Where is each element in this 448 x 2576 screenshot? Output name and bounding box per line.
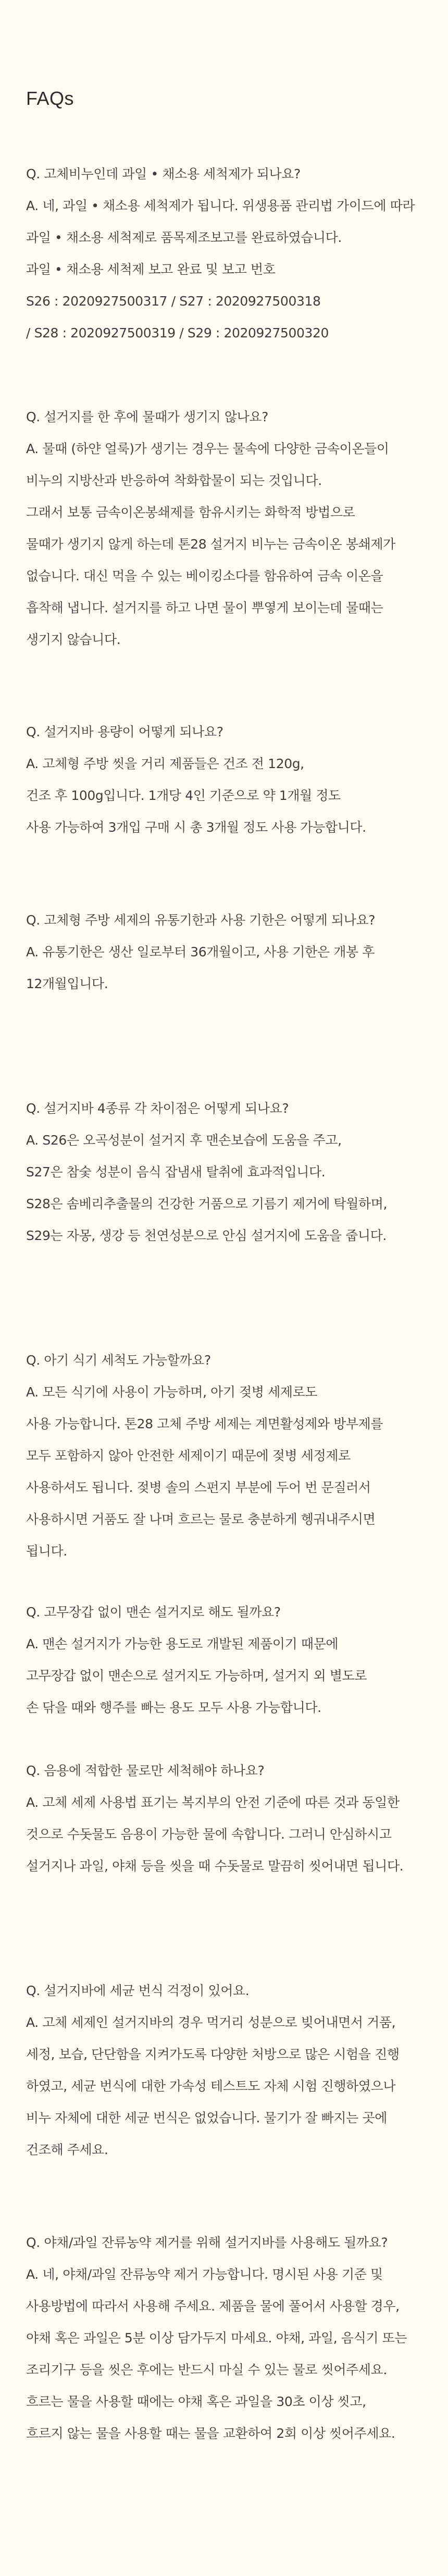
faq-answer-line: 설거지나 과일, 야채 등을 씻을 때 수돗물로 말끔히 씻어내면 됩니다. [26,1858,404,1874]
faq-answer-line: 사용 가능합니다. 톤28 고체 주방 세제는 계면활성제와 방부제를 [26,1416,383,1431]
faq-answer-line: A. 고체 세제인 설거지바의 경우 먹거리 성분으로 빚어내면서 거품, [26,2015,396,2030]
faq-item [26,716,427,843]
faq-answer-line: S29는 자몽, 생강 등 천연성분으로 안심 설거지에 도움을 줍니다. [26,1228,387,1243]
faq-answer-line: 건조해 주세요. [26,2142,108,2157]
faq-answer-line: 것으로 수돗물도 음용이 가능한 물에 속합니다. 그러니 안심하시고 [26,1827,392,1842]
faq-answer-line: 흡착해 냅니다. 설거지를 하고 나면 물이 뿌옇게 보이는데 물때는 [26,600,383,615]
faq-answer-line: 물때가 생기지 않게 하는데 톤28 설거지 비누는 금속이온 봉쇄제가 [26,537,395,552]
faq-item [26,158,427,349]
faq-answer-line: 조리기구 등을 씻은 후에는 반드시 마실 수 있는 물로 씻어주세요. [26,2362,387,2377]
faq-item [26,401,427,655]
faq-answer-line: A. 모든 식기에 사용이 가능하며, 아기 젖병 세제로도 [26,1384,318,1400]
faq-answer-line: A. 물때 (하얀 얼룩)가 생기는 경우는 물속에 다양한 금속이온들이 [26,441,389,456]
faq-answer-line: 건조 후 100g입니다. 1개당 4인 기준으로 약 1개월 정도 [26,788,341,803]
faq-answer-line: 비누의 지방산과 반응하여 착화합물이 되는 것입니다. [26,473,322,488]
faq-question: Q. 아기 식기 세척도 가능할까요? [26,1353,211,1368]
faq-item [26,1755,427,1882]
page-title: FAQs [26,88,74,109]
faq-answer-line: A. 고체형 주방 씻을 거리 제품들은 건조 전 120g, [26,756,304,771]
faq-question: Q. 설거지바 용량이 어떻게 되나요? [26,724,223,739]
faq-question: Q. 고체형 주방 세제의 유통기한과 사용 기한은 어떻게 되나요? [26,913,376,928]
faq-answer-line: A. 고체 세제 사용법 표기는 복지부의 안전 기준에 따른 것과 동일한 [26,1795,400,1810]
faq-answer-line: 비누 자체에 대한 세균 번식은 없었습니다. 물기가 잘 빠지는 곳에 [26,2110,387,2125]
faq-answer-line: 사용방법에 따라서 사용해 주세요. 제품을 물에 풀어서 사용할 경우, [26,2299,400,2314]
faq-question: Q. 고무장갑 없이 맨손 설거지로 해도 될까요? [26,1605,281,1620]
faq-answer-line: / S28 : 2020927500319 / S29 : 2020927500320 [26,325,329,341]
faq-question: Q. 설거지바에 세균 번식 걱정이 있어요. [26,1983,250,1998]
faq-question: Q. 설거지를 한 후에 물때가 생기지 않나요? [26,409,268,424]
faq-answer-line: 됩니다. [26,1544,67,1559]
faq-item [26,904,427,1000]
faq-item [26,1596,427,1723]
faq-item [26,1344,427,1567]
faq-answer-line: A. 네, 야채/과일 잔류농약 제거 가능합니다. 명시된 사용 기준 및 [26,2267,383,2282]
faq-question: Q. 야채/과일 잔류농약 제거를 위해 설거지바를 사용해도 될까요? [26,2235,388,2250]
faq-answer-line: 생기지 않습니다. [26,632,121,647]
faq-answer-line: 세정, 보습, 단단함을 지켜가도록 다양한 처방으로 많은 시험을 진행 [26,2047,400,2062]
faq-answer-line: A. 맨손 설거지가 가능한 용도로 개발된 제품이기 때문에 [26,1636,339,1651]
faq-question: Q. 음용에 적합한 물로만 세척해야 하나요? [26,1763,265,1778]
faq-answer-line: 흐르지 않는 물을 사용할 때는 물을 교환하여 2회 이상 씻어주세요. [26,2426,395,2441]
faq-answer-line: S28은 솜베리추출물의 건강한 거품으로 기름기 제거에 탁월하며, [26,1196,388,1211]
faq-answer-line: S26 : 2020927500317 / S27 : 2020927500318 [26,294,321,309]
faq-answer-line: 하였고, 세균 번식에 대한 가속성 테스트도 자체 시험 진행하였으나 [26,2079,396,2094]
faq-item [26,2227,427,2449]
faq-answer-line: 그래서 보통 금속이온봉쇄제를 함유시키는 화학적 방법으로 [26,505,355,520]
faq-answer-line: A. S26은 오곡성분이 설거지 후 맨손보습에 도움을 주고, [26,1133,342,1148]
faq-answer-line: 12개월입니다. [26,976,108,991]
faq-answer-line: 야채 혹은 과일은 5분 이상 담가두지 마세요. 야채, 과일, 음식기 또는 [26,2330,407,2346]
faq-answer-line: 사용 가능하여 3개입 구매 시 총 3개월 정도 사용 가능합니다. [26,820,366,835]
faq-answer-line: 사용하셔도 됩니다. 젖병 솔의 스펀지 부분에 두어 번 문질러서 [26,1480,371,1495]
faq-answer-line: 손 닦을 때와 행주를 빠는 용도 모두 사용 가능합니다. [26,1700,321,1715]
faq-answer-line: 흐르는 물을 사용할 때에는 야채 혹은 과일을 30초 이상 씻고, [26,2394,366,2409]
faq-answer-line: 고무장갑 없이 맨손으로 설거지도 가능하며, 설거지 외 별도로 [26,1668,367,1683]
faq-answer-line: 사용하시면 거품도 잘 나며 흐르는 물로 충분하게 헹궈내주시면 [26,1512,376,1527]
faq-question: Q. 설거지바 4종류 각 차이점은 어떻게 되나요? [26,1101,289,1116]
faq-answer-line: A. 네, 과일 • 채소용 세척제가 됩니다. 위생용품 관리법 가이드에 따라 [26,198,415,213]
faq-answer-line: S27은 참숯 성분이 음식 잡냄새 탈취에 효과적입니다. [26,1164,326,1180]
faq-item [26,1975,427,2166]
faq-question: Q. 고체비누인데 과일 • 채소용 세척제가 되나요? [26,166,301,181]
faq-item [26,1092,427,1251]
faq-answer-line: 과일 • 채소용 세척제 보고 완료 및 보고 번호 [26,262,276,277]
faq-answer-line: A. 유통기한은 생산 일로부터 36개월이고, 사용 기한은 개봉 후 [26,944,375,959]
faq-answer-line: 과일 • 채소용 세척제로 품목제조보고를 완료하였습니다. [26,230,342,245]
faq-answer-line: 모두 포함하지 않아 안전한 세제이기 때문에 젖병 세정제로 [26,1448,351,1463]
faq-answer-line: 없습니다. 대신 먹을 수 있는 베이킹소다를 함유하여 금속 이온을 [26,568,383,584]
